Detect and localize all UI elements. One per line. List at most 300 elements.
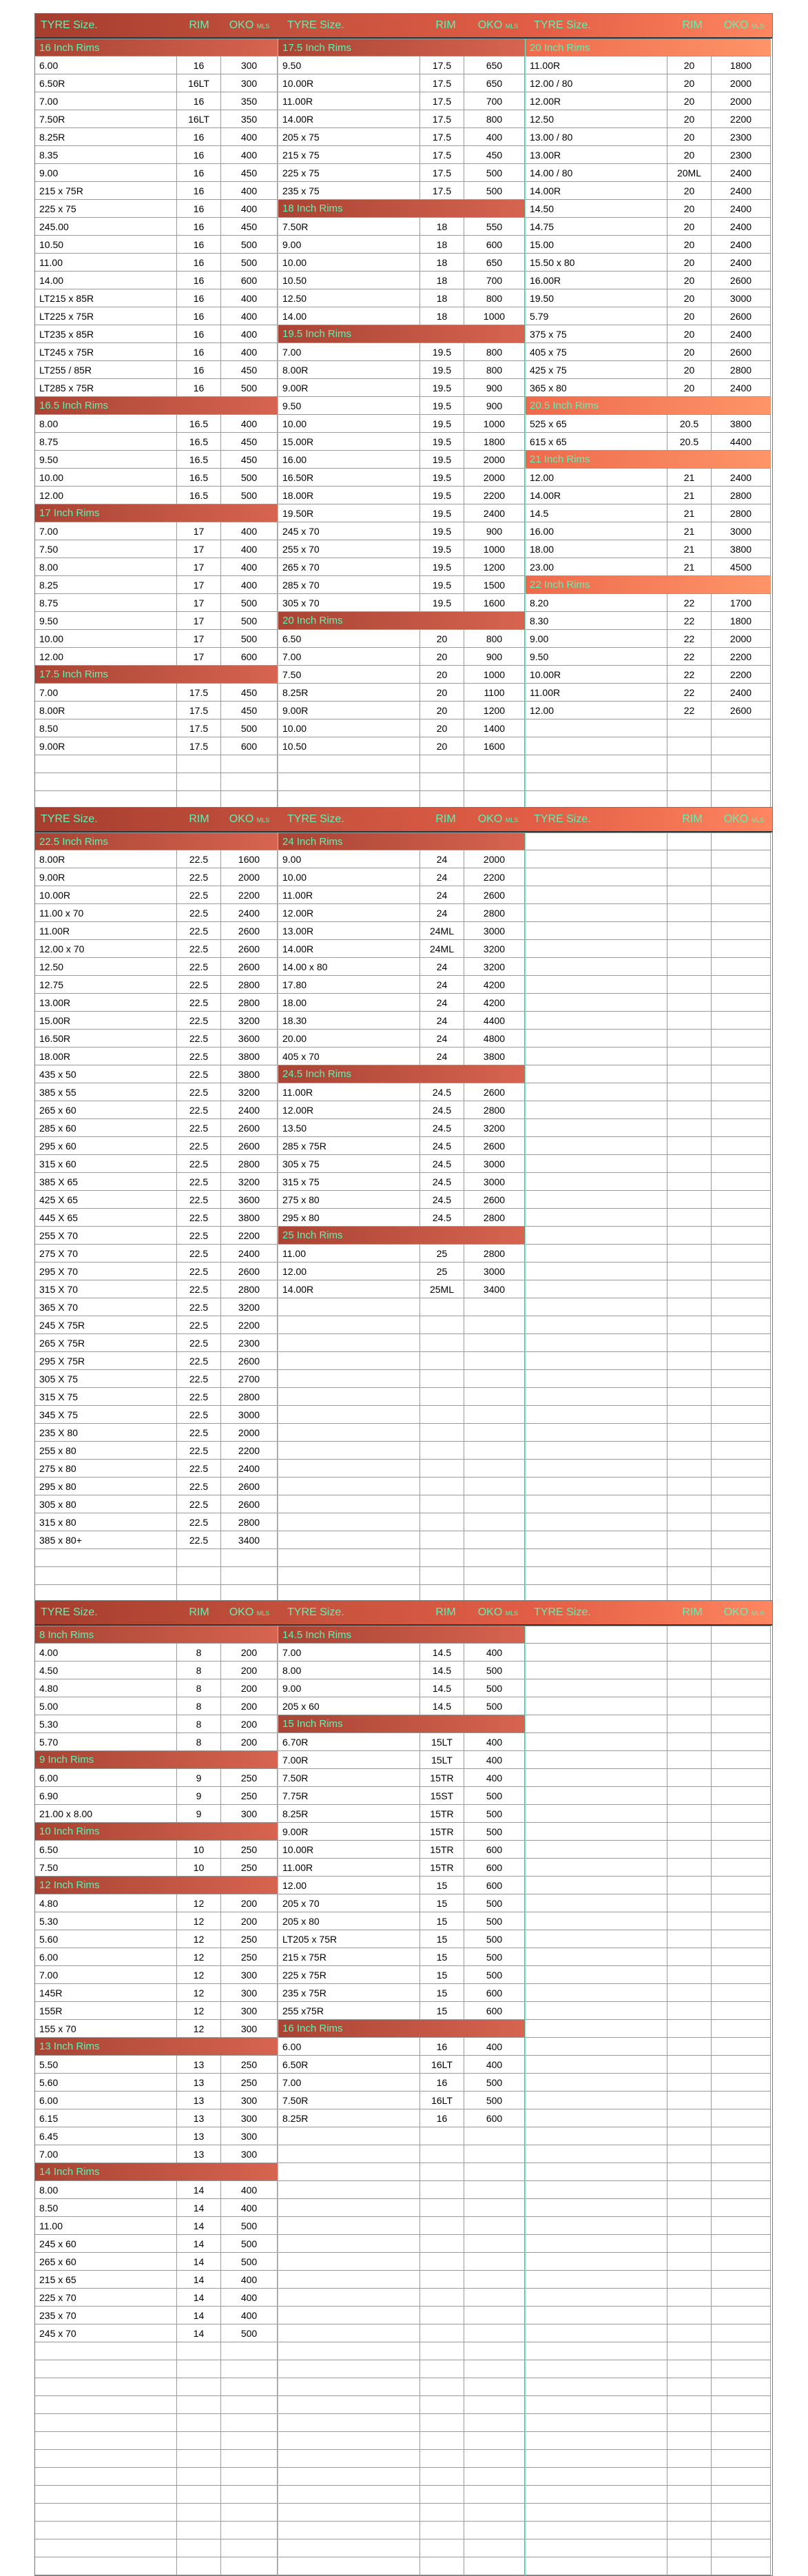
tyre-size-cell: 16.50R bbox=[278, 469, 420, 487]
empty-cell bbox=[278, 2324, 420, 2342]
empty-cell bbox=[526, 2056, 667, 2074]
table-row bbox=[35, 1137, 278, 1155]
empty-row bbox=[278, 2253, 525, 2271]
empty-cell bbox=[667, 1047, 712, 1065]
rim-cell: 20 bbox=[667, 92, 712, 110]
table-row bbox=[35, 1513, 278, 1531]
tyre-size-cell: 8.25R bbox=[278, 1805, 420, 1823]
table-row bbox=[35, 1805, 278, 1823]
oko-price-cell: 400 bbox=[464, 2038, 525, 2056]
empty-row bbox=[526, 2217, 771, 2235]
table-row bbox=[35, 904, 278, 922]
oko-price-cell: 2600 bbox=[221, 922, 278, 940]
oko-price-cell: 600 bbox=[221, 648, 278, 666]
table-row bbox=[35, 1209, 278, 1227]
table-row bbox=[35, 1894, 278, 1912]
empty-cell bbox=[667, 850, 712, 868]
empty-cell bbox=[420, 2253, 464, 2271]
empty-cell bbox=[464, 2217, 525, 2235]
empty-cell bbox=[667, 2342, 712, 2360]
rim-cell: 17 bbox=[177, 630, 221, 648]
table-row bbox=[278, 1173, 525, 1191]
empty-row bbox=[526, 1948, 771, 1966]
oko-price-cell: 500 bbox=[464, 2074, 525, 2092]
table-column bbox=[526, 1626, 771, 2575]
oko-price-cell: 500 bbox=[464, 1805, 525, 1823]
table-row bbox=[526, 325, 771, 343]
tyre-size-cell: 295 x 60 bbox=[35, 1137, 177, 1155]
rim-cell: 22.5 bbox=[177, 1191, 221, 1209]
rim-cell: 19.5 bbox=[420, 522, 464, 540]
rim-cell: 22.5 bbox=[177, 1352, 221, 1370]
empty-cell bbox=[278, 2557, 420, 2575]
rim-cell: 22.5 bbox=[177, 1263, 221, 1280]
rim-cell: 20 bbox=[667, 325, 712, 343]
tyre-size-cell: LT225 x 75R bbox=[35, 307, 177, 325]
oko-price-cell: 500 bbox=[221, 2253, 278, 2271]
empty-cell bbox=[712, 1859, 771, 1877]
empty-cell bbox=[712, 1460, 771, 1478]
empty-cell bbox=[420, 2217, 464, 2235]
tyre-size-cell: 9.00R bbox=[35, 868, 177, 886]
rim-cell: 17.5 bbox=[420, 74, 464, 92]
empty-cell bbox=[177, 755, 221, 773]
empty-cell bbox=[526, 1245, 667, 1263]
rim-cell: 24.5 bbox=[420, 1155, 464, 1173]
empty-cell bbox=[526, 1531, 667, 1549]
tyre-size-cell: 8.25R bbox=[278, 684, 420, 702]
empty-cell bbox=[712, 2557, 771, 2575]
rim-cell: 17.5 bbox=[420, 146, 464, 164]
table-row bbox=[35, 1334, 278, 1352]
empty-row bbox=[35, 2450, 278, 2468]
empty-cell bbox=[667, 1478, 712, 1495]
rim-cell: 14 bbox=[177, 2307, 221, 2324]
header-oko: OKO bbox=[229, 1606, 254, 1618]
table-row bbox=[526, 272, 771, 289]
tyre-size-cell: 6.00 bbox=[35, 57, 177, 74]
table-row bbox=[35, 1424, 278, 1442]
empty-cell bbox=[177, 2486, 221, 2504]
oko-price-cell: 450 bbox=[221, 164, 278, 182]
empty-cell bbox=[278, 2235, 420, 2253]
empty-cell bbox=[712, 2289, 771, 2307]
tyre-size-cell: 375 x 75 bbox=[526, 325, 667, 343]
tyre-size-cell: 16.00 bbox=[526, 522, 667, 540]
empty-cell bbox=[667, 2396, 712, 2414]
oko-price-cell: 800 bbox=[464, 289, 525, 307]
rim-cell: 8 bbox=[177, 1715, 221, 1733]
table-row bbox=[278, 994, 525, 1012]
empty-cell bbox=[177, 2522, 221, 2539]
table-row bbox=[278, 1787, 525, 1805]
empty-cell bbox=[667, 1406, 712, 1424]
rim-cell: 20 bbox=[420, 737, 464, 755]
header-tyre-size: TYRE Size. bbox=[41, 19, 98, 31]
empty-cell bbox=[712, 1352, 771, 1370]
table-row bbox=[278, 958, 525, 976]
tyre-size-cell: 10.50 bbox=[278, 737, 420, 755]
oko-price-cell: 2000 bbox=[221, 868, 278, 886]
tyre-size-cell: 5.79 bbox=[526, 307, 667, 325]
empty-cell bbox=[464, 2181, 525, 2199]
tyre-size-cell: 305 x 70 bbox=[278, 594, 420, 612]
table-row bbox=[526, 128, 771, 146]
oko-price-cell: 800 bbox=[464, 361, 525, 379]
table-row bbox=[526, 289, 771, 307]
empty-cell bbox=[221, 1549, 278, 1567]
empty-cell bbox=[464, 1567, 525, 1585]
empty-cell bbox=[420, 1495, 464, 1513]
empty-cell bbox=[221, 2378, 278, 2396]
empty-cell bbox=[712, 1751, 771, 1769]
empty-cell bbox=[464, 1442, 525, 1460]
table-row bbox=[35, 886, 278, 904]
table-row bbox=[35, 1388, 278, 1406]
tyre-size-cell: 15.50 x 80 bbox=[526, 254, 667, 272]
rim-cell: 8 bbox=[177, 1662, 221, 1679]
empty-cell bbox=[526, 2020, 667, 2038]
rim-cell: 12 bbox=[177, 1894, 221, 1912]
empty-cell bbox=[526, 2396, 667, 2414]
table-row bbox=[278, 1894, 525, 1912]
tyre-size-cell: 15.00R bbox=[35, 1012, 177, 1030]
tyre-size-cell: 405 x 70 bbox=[278, 1047, 420, 1065]
empty-cell bbox=[667, 1012, 712, 1030]
empty-cell bbox=[177, 2414, 221, 2432]
oko-price-cell: 2600 bbox=[712, 307, 771, 325]
table-row bbox=[278, 1191, 525, 1209]
empty-row bbox=[526, 755, 771, 773]
empty-cell bbox=[712, 1841, 771, 1859]
empty-cell bbox=[667, 2253, 712, 2271]
rim-cell: 16 bbox=[177, 343, 221, 361]
empty-cell bbox=[526, 1012, 667, 1030]
header-mls: MLS bbox=[751, 1610, 765, 1617]
table-row bbox=[35, 540, 278, 558]
table-row bbox=[278, 2109, 525, 2127]
tyre-size-cell: 245 x 70 bbox=[35, 2324, 177, 2342]
tyre-size-cell: 9.00R bbox=[278, 1823, 420, 1841]
empty-row bbox=[278, 1388, 525, 1406]
rim-cell: 22.5 bbox=[177, 1513, 221, 1531]
empty-cell bbox=[712, 2522, 771, 2539]
rim-cell: 20 bbox=[667, 343, 712, 361]
empty-cell bbox=[526, 773, 667, 791]
empty-cell bbox=[667, 1298, 712, 1316]
table-row bbox=[278, 702, 525, 719]
table-row bbox=[278, 594, 525, 612]
empty-row bbox=[278, 2307, 525, 2324]
oko-price-cell: 500 bbox=[464, 1787, 525, 1805]
empty-cell bbox=[526, 1513, 667, 1531]
rim-cell: 16.5 bbox=[177, 487, 221, 504]
empty-cell bbox=[712, 1697, 771, 1715]
empty-cell bbox=[221, 2432, 278, 2450]
empty-cell bbox=[278, 2450, 420, 2468]
oko-price-cell: 3000 bbox=[464, 1155, 525, 1173]
rim-cell: 22.5 bbox=[177, 1370, 221, 1388]
table-row bbox=[278, 2002, 525, 2020]
empty-cell bbox=[526, 1626, 667, 1644]
tyre-size-cell: 4.80 bbox=[35, 1894, 177, 1912]
empty-cell bbox=[667, 2324, 712, 2342]
oko-price-cell: 2600 bbox=[464, 886, 525, 904]
empty-cell bbox=[420, 2271, 464, 2289]
empty-row bbox=[35, 2396, 278, 2414]
oko-price-cell: 400 bbox=[221, 540, 278, 558]
empty-cell bbox=[712, 2414, 771, 2432]
oko-price-cell: 2200 bbox=[221, 886, 278, 904]
oko-price-cell: 600 bbox=[464, 1859, 525, 1877]
tyre-size-cell: 9.50 bbox=[35, 612, 177, 630]
empty-cell bbox=[526, 2181, 667, 2199]
empty-row bbox=[526, 1370, 771, 1388]
empty-cell bbox=[420, 2360, 464, 2378]
empty-cell bbox=[667, 737, 712, 755]
tyre-size-cell: 275 x 80 bbox=[35, 1460, 177, 1478]
tyre-size-cell: 7.50R bbox=[278, 1769, 420, 1787]
tyre-size-cell: 8.00R bbox=[35, 702, 177, 719]
rim-cell: 16 bbox=[177, 92, 221, 110]
header-oko: OKO bbox=[723, 1606, 749, 1618]
oko-price-cell: 1800 bbox=[464, 433, 525, 451]
empty-cell bbox=[667, 2217, 712, 2235]
empty-cell bbox=[526, 1370, 667, 1388]
table-row bbox=[278, 415, 525, 433]
header-rim: RIM bbox=[189, 19, 209, 31]
empty-cell bbox=[420, 1531, 464, 1549]
empty-row bbox=[278, 1352, 525, 1370]
empty-row bbox=[526, 1191, 771, 1209]
rim-cell: 16LT bbox=[177, 110, 221, 128]
empty-cell bbox=[526, 1334, 667, 1352]
oko-price-cell: 450 bbox=[221, 433, 278, 451]
empty-cell bbox=[177, 2557, 221, 2575]
table-row bbox=[35, 940, 278, 958]
tyre-size-cell: 12.50 bbox=[278, 289, 420, 307]
empty-row bbox=[526, 2468, 771, 2486]
tyre-size-cell: 315 x 80 bbox=[35, 1513, 177, 1531]
rim-cell: 20 bbox=[667, 289, 712, 307]
tyre-size-cell: 7.50R bbox=[278, 2092, 420, 2109]
tyre-size-cell: 315 X 75 bbox=[35, 1388, 177, 1406]
empty-row bbox=[278, 2468, 525, 2486]
oko-price-cell: 400 bbox=[221, 2271, 278, 2289]
rim-cell: 20 bbox=[420, 648, 464, 666]
empty-cell bbox=[712, 1984, 771, 2002]
empty-cell bbox=[420, 2378, 464, 2396]
rim-cell: 24ML bbox=[420, 940, 464, 958]
rim-cell: 12 bbox=[177, 1930, 221, 1948]
empty-cell bbox=[420, 2307, 464, 2324]
empty-cell bbox=[464, 2289, 525, 2307]
empty-cell bbox=[278, 2199, 420, 2217]
empty-row bbox=[526, 868, 771, 886]
empty-row bbox=[278, 1370, 525, 1388]
empty-cell bbox=[526, 1679, 667, 1697]
oko-price-cell: 3800 bbox=[712, 415, 771, 433]
empty-cell bbox=[221, 1567, 278, 1585]
rim-cell: 17.5 bbox=[420, 110, 464, 128]
empty-cell bbox=[526, 1966, 667, 1984]
empty-cell bbox=[464, 1370, 525, 1388]
empty-row bbox=[526, 2450, 771, 2468]
rim-cell: 17.5 bbox=[177, 719, 221, 737]
tyre-size-cell: 9.50 bbox=[278, 57, 420, 74]
rim-cell: 15LT bbox=[420, 1751, 464, 1769]
section-heading: 20 Inch Rims bbox=[526, 39, 771, 57]
oko-price-cell: 200 bbox=[221, 1912, 278, 1930]
tyre-size-cell: 145R bbox=[35, 1984, 177, 2002]
tyre-size-cell: 245 X 75R bbox=[35, 1316, 177, 1334]
rim-cell: 15 bbox=[420, 1877, 464, 1894]
table-row bbox=[278, 1984, 525, 2002]
tyre-size-cell: 265 x 60 bbox=[35, 1101, 177, 1119]
rim-cell: 20 bbox=[420, 684, 464, 702]
empty-cell bbox=[420, 2432, 464, 2450]
empty-cell bbox=[526, 976, 667, 994]
empty-cell bbox=[526, 2127, 667, 2145]
oko-price-cell: 650 bbox=[464, 57, 525, 74]
empty-row bbox=[278, 2271, 525, 2289]
tyre-size-cell: 9.00 bbox=[35, 164, 177, 182]
empty-cell bbox=[526, 1191, 667, 1209]
table-row bbox=[35, 2145, 278, 2163]
table-row bbox=[526, 540, 771, 558]
empty-cell bbox=[526, 2414, 667, 2432]
rim-cell: 9 bbox=[177, 1787, 221, 1805]
oko-price-cell: 2600 bbox=[712, 272, 771, 289]
rim-cell: 22.5 bbox=[177, 904, 221, 922]
empty-cell bbox=[526, 2468, 667, 2486]
rim-cell: 19.5 bbox=[420, 576, 464, 594]
empty-cell bbox=[712, 2307, 771, 2324]
rim-cell: 22.5 bbox=[177, 1388, 221, 1406]
empty-row bbox=[526, 1715, 771, 1733]
oko-price-cell: 2800 bbox=[712, 487, 771, 504]
empty-row bbox=[526, 832, 771, 850]
tyre-size-cell: 345 X 75 bbox=[35, 1406, 177, 1424]
rim-cell: 19.5 bbox=[420, 504, 464, 522]
tyre-size-cell: 5.70 bbox=[35, 1733, 177, 1751]
oko-price-cell: 2800 bbox=[221, 994, 278, 1012]
oko-price-cell: 600 bbox=[221, 272, 278, 289]
empty-row bbox=[526, 1894, 771, 1912]
oko-price-cell: 2800 bbox=[464, 1209, 525, 1227]
empty-row bbox=[35, 2378, 278, 2396]
table-row bbox=[278, 1733, 525, 1751]
rim-cell: 13 bbox=[177, 2109, 221, 2127]
oko-price-cell: 2200 bbox=[712, 648, 771, 666]
empty-row bbox=[278, 2450, 525, 2468]
empty-row bbox=[526, 1787, 771, 1805]
table-row bbox=[278, 92, 525, 110]
rim-cell: 22.5 bbox=[177, 958, 221, 976]
empty-cell bbox=[712, 2324, 771, 2342]
empty-row bbox=[526, 2539, 771, 2557]
oko-price-cell: 600 bbox=[464, 1877, 525, 1894]
empty-cell bbox=[464, 2235, 525, 2253]
empty-cell bbox=[526, 2217, 667, 2235]
empty-cell bbox=[712, 1567, 771, 1585]
oko-price-cell: 4200 bbox=[464, 976, 525, 994]
empty-cell bbox=[526, 850, 667, 868]
oko-price-cell: 2400 bbox=[712, 218, 771, 236]
empty-row bbox=[526, 1155, 771, 1173]
rim-cell: 15ST bbox=[420, 1787, 464, 1805]
rim-cell: 20 bbox=[420, 630, 464, 648]
table-row bbox=[526, 57, 771, 74]
oko-price-cell: 2400 bbox=[712, 254, 771, 272]
oko-price-cell: 2200 bbox=[712, 110, 771, 128]
empty-cell bbox=[712, 1442, 771, 1460]
oko-price-cell: 500 bbox=[221, 2235, 278, 2253]
empty-row bbox=[278, 2145, 525, 2163]
table-row bbox=[35, 1298, 278, 1316]
section-heading: 14.5 Inch Rims bbox=[278, 1626, 525, 1644]
empty-cell bbox=[526, 2235, 667, 2253]
table-row bbox=[278, 1280, 525, 1298]
table-row bbox=[278, 850, 525, 868]
empty-cell bbox=[221, 2539, 278, 2557]
oko-price-cell: 3200 bbox=[464, 958, 525, 976]
tyre-size-cell: 6.50R bbox=[35, 74, 177, 92]
empty-cell bbox=[526, 2342, 667, 2360]
rim-cell: 24 bbox=[420, 1030, 464, 1047]
table-row bbox=[526, 92, 771, 110]
tyre-size-cell: 8.75 bbox=[35, 594, 177, 612]
table-row bbox=[278, 1245, 525, 1263]
oko-price-cell: 250 bbox=[221, 1787, 278, 1805]
empty-cell bbox=[712, 1679, 771, 1697]
table-row bbox=[278, 558, 525, 576]
table-row bbox=[35, 2181, 278, 2199]
rim-cell: 20 bbox=[667, 236, 712, 254]
oko-price-cell: 450 bbox=[221, 684, 278, 702]
empty-row bbox=[278, 2342, 525, 2360]
oko-price-cell: 600 bbox=[464, 236, 525, 254]
empty-cell bbox=[278, 755, 420, 773]
rim-cell: 20 bbox=[667, 218, 712, 236]
rim-cell: 13 bbox=[177, 2127, 221, 2145]
empty-cell bbox=[35, 1567, 177, 1585]
rim-cell: 15 bbox=[420, 1984, 464, 2002]
rim-cell: 20.5 bbox=[667, 433, 712, 451]
empty-row bbox=[526, 2181, 771, 2199]
rim-cell: 22 bbox=[667, 612, 712, 630]
empty-cell bbox=[35, 2432, 177, 2450]
table-row bbox=[35, 1352, 278, 1370]
tyre-size-cell: 17.80 bbox=[278, 976, 420, 994]
empty-cell bbox=[526, 2378, 667, 2396]
tyre-size-cell: 7.50 bbox=[35, 1859, 177, 1877]
oko-price-cell: 2800 bbox=[221, 1280, 278, 1298]
section-heading: 20 Inch Rims bbox=[278, 612, 525, 630]
empty-cell bbox=[420, 2396, 464, 2414]
empty-cell bbox=[667, 1495, 712, 1513]
table-row bbox=[278, 1841, 525, 1859]
empty-cell bbox=[526, 1119, 667, 1137]
empty-cell bbox=[420, 1513, 464, 1531]
rim-cell: 17 bbox=[177, 540, 221, 558]
tyre-size-cell: 12.00 bbox=[35, 648, 177, 666]
empty-row bbox=[35, 2360, 278, 2378]
table-row bbox=[35, 1733, 278, 1751]
table-row bbox=[278, 1948, 525, 1966]
oko-price-cell: 400 bbox=[221, 307, 278, 325]
section-heading: 10 Inch Rims bbox=[35, 1823, 278, 1841]
